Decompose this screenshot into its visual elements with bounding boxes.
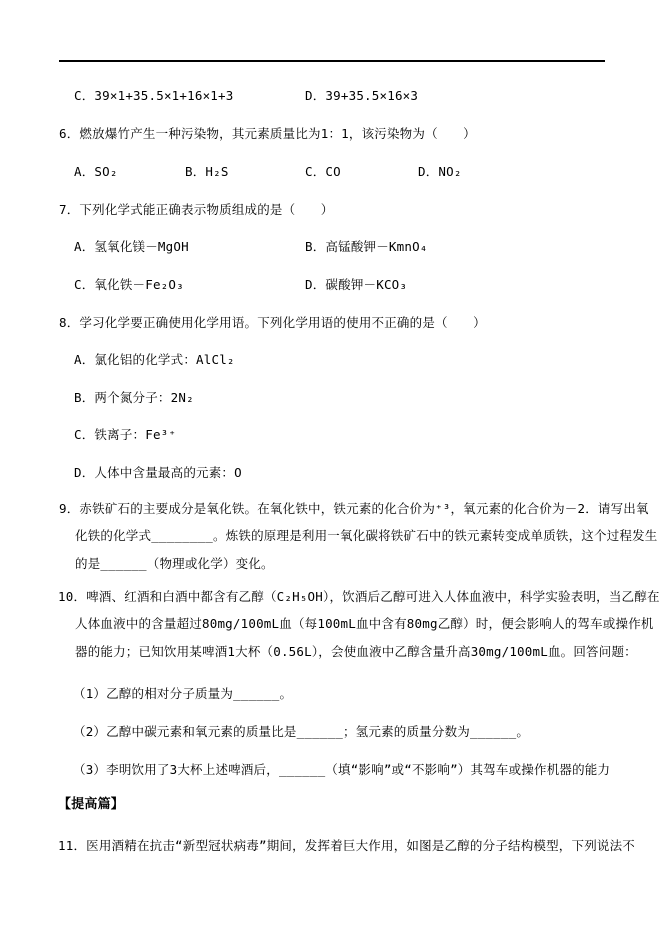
question-7-option-b: B．高锰酸钾－KmnO₄ (305, 239, 428, 254)
question-10-sub-3: （3）李明饮用了3大杯上述啤酒后，______（填“影响”或“不影响”）其驾车或操作机器的能力 (73, 762, 611, 777)
question-6-option-b: B．H₂S (185, 164, 229, 179)
question-7-option-d: D．碳酸钾－KCO₃ (305, 277, 408, 292)
question-6-option-a: A．SO₂ (74, 164, 118, 179)
question-8-option-d: D．人体中含量最高的元素：O (74, 465, 242, 480)
question-8-option-b: B．两个氮分子：2N₂ (74, 390, 194, 405)
question-8-stem: 8．学习化学要正确使用化学用语。下列化学用语的使用不正确的是（ ） (59, 315, 486, 330)
section-title-advanced: 【提高篇】 (58, 797, 125, 812)
question-10-line-3: 器的能力；已知饮用某啤酒1大杯（0.56L），会使血液中乙醇含量升高30mg/100mL血。回答问题： (75, 644, 637, 659)
top-divider-line (59, 60, 605, 62)
question-8-option-a: A．氯化铝的化学式：AlCl₂ (74, 352, 235, 367)
question-7-option-a: A．氢氧化镁－MgOH (74, 239, 189, 254)
question-11-line-1: 11．医用酒精在抗击“新型冠状病毒”期间，发挥着巨大作用，如图是乙醇的分子结构模型，下列说法不 (58, 838, 636, 853)
question-5-option-d: D．39+35.5×16×3 (305, 88, 419, 103)
question-6-option-d: D．NO₂ (418, 164, 462, 179)
question-9-line-1: 9．赤铁矿石的主要成分是氧化铁。在氧化铁中，铁元素的化合价为⁺³，氧元素的化合价为－2．请写出氧 (59, 501, 649, 516)
question-9-line-3: 的是______（物理或化学）变化。 (75, 556, 274, 571)
question-10-line-1: 10．啤酒、红酒和白酒中都含有乙醇（C₂H₅OH），饮酒后乙醇可进入人体血液中，科学实验表明，当乙醇在 (58, 589, 660, 604)
question-8-option-c: C．铁离子：Fe³⁺ (74, 427, 177, 442)
question-6-stem: 6．燃放爆竹产生一种污染物，其元素质量比为1：1，该污染物为（ ） (59, 126, 476, 141)
question-10-sub-2: （2）乙醇中碳元素和氧元素的质量比是______；氢元素的质量分数为______。 (73, 724, 530, 739)
question-7-option-c: C．氧化铁－Fe₂O₃ (74, 277, 184, 292)
question-10-sub-1: （1）乙醇的相对分子质量为______。 (73, 686, 293, 701)
question-6-option-c: C．CO (305, 164, 341, 179)
question-9-line-2: 化铁的化学式________。炼铁的原理是利用一氧化碳将铁矿石中的铁元素转变成单质铁，这个过程发生 (75, 528, 658, 543)
question-7-stem: 7．下列化学式能正确表示物质组成的是（ ） (59, 202, 334, 217)
question-5-option-c: C．39×1+35.5×1+16×1+3 (74, 88, 234, 103)
question-10-line-2: 人体血液中的含量超过80mg/100mL血（每100mL血中含有80mg乙醇）时，便会影响人的驾车或操作机 (75, 616, 654, 631)
